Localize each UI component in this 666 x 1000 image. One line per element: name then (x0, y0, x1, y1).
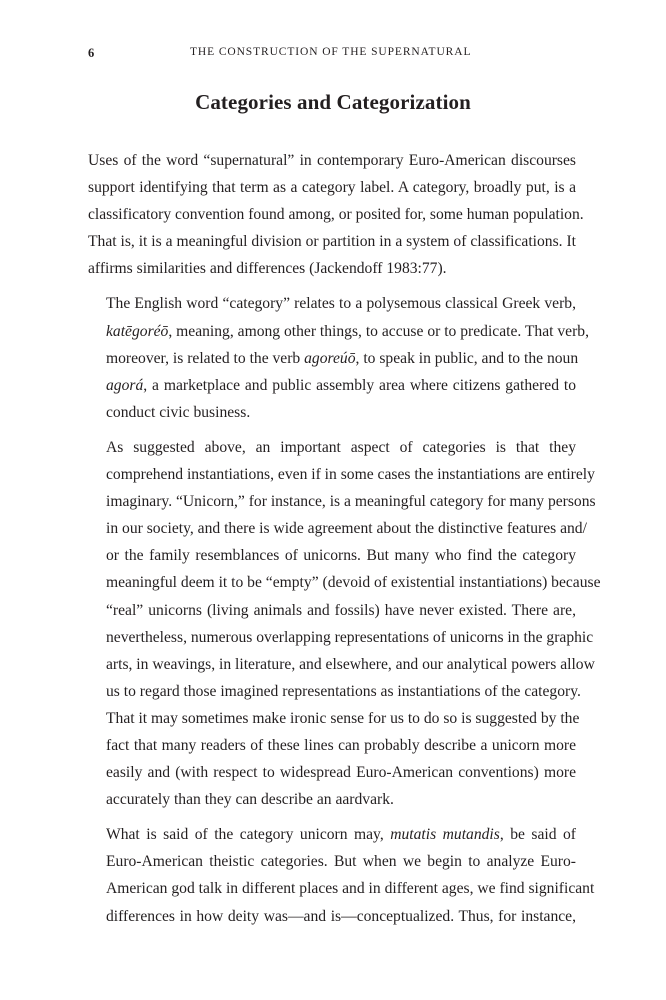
text-line: affirms similarities and differences (Jackendoff 1983:77). (88, 260, 447, 278)
text-line: accurately than they can describe an aardvark. (106, 791, 394, 809)
text-line: katēgoréō, meaning, among other things, to accuse or to predicate. That verb, (106, 322, 589, 340)
text-line: classificatory convention found among, or posited for, some human population. (88, 206, 584, 224)
text-line: arts, in weavings, in literature, and elsewhere, and our analytical powers allow (106, 655, 595, 673)
running-head (88, 46, 576, 64)
text-line: The English word “category” relates to a polysemous classical Greek verb, (106, 295, 576, 313)
paragraph (88, 147, 584, 282)
running-title: THE CONSTRUCTION OF THE SUPERNATURAL (190, 46, 472, 58)
body-text (88, 147, 601, 930)
text-line: Euro-American theistic categories. But when we begin to analyze Euro- (106, 853, 576, 871)
paragraph (88, 290, 589, 425)
text-line: comprehend instantiations, even if in some cases the instantiations are entirely (106, 466, 595, 484)
text-line: in our society, and there is wide agreement about the distinctive features and/ (106, 520, 587, 538)
text-line: agorá, a marketplace and public assembly area where citizens gathered to (106, 376, 576, 394)
text-line: nevertheless, numerous overlapping representations of unicorns in the graphic (106, 628, 594, 646)
text-line: differences in how deity was—and is—conceptualized. Thus, for instance, (106, 907, 576, 925)
text-line: “real” unicorns (living animals and fossils) have never existed. There are, (106, 601, 576, 619)
text-line: That it may sometimes make ironic sense for us to do so is suggested by the (106, 709, 580, 727)
text-line: or the family resemblances of unicorns. But many who find the category (106, 547, 576, 565)
paragraph (88, 434, 601, 813)
text-line: moreover, is related to the verb agoreúō, to speak in public, and to the noun (106, 349, 579, 367)
text-line: That is, it is a meaningful division or partition in a system of classifications. It (88, 233, 576, 251)
text-line: support identifying that term as a category label. A category, broadly put, is a (88, 179, 576, 197)
text-line: Uses of the word “supernatural” in contemporary Euro-American discourses (88, 152, 576, 169)
paragraph (88, 821, 595, 929)
text-line: easily and (with respect to widespread Euro-American conventions) more (106, 764, 576, 782)
text-line: American god talk in different places and in different ages, we find significant (106, 880, 595, 898)
text-line: meaningful deem it to be “empty” (devoid of existential instantiations) because (106, 574, 601, 592)
text-line: imaginary. “Unicorn,” for instance, is a meaningful category for many persons (106, 493, 596, 511)
text-line: As suggested above, an important aspect of categories is that they (106, 438, 576, 456)
text-line: fact that many readers of these lines can probably describe a unicorn more (106, 736, 576, 754)
text-line: What is said of the category unicorn may, mutatis mutandis, be said of (106, 826, 576, 844)
section-heading: Categories and Categorization (195, 90, 471, 114)
page-number: 6 (88, 46, 95, 60)
text-line: us to regard those imagined representations as instantiations of the category. (106, 682, 581, 700)
text-line: conduct civic business. (106, 403, 251, 421)
